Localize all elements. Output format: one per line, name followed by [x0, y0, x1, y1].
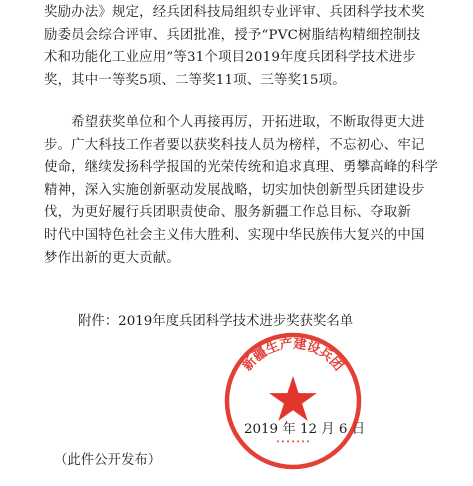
official-seal-icon — [222, 330, 364, 472]
issue-date: 2019 年 12 月 6 日 — [244, 422, 366, 437]
text-line: 伐，为更好履行兵团职责使命、服务新疆工作总目标、夺取新 — [44, 205, 411, 221]
text-line: 使命，继续发扬科学报国的光荣传统和追求真理、勇攀高峰的科学 — [44, 160, 439, 176]
seal-star — [269, 376, 317, 421]
text-line: 希望获奖单位和个人再接再厉，开拓进取，不断取得更大进 — [44, 115, 425, 130]
text-line: 梦作出新的更大贡献。 — [44, 250, 180, 266]
text-line: 励委员会综合评审、兵团批准，授予“PVC树脂结构精细控制技 — [44, 27, 421, 43]
text-line: 步。广大科技工作者要以获奖科技人员为榜样，不忘初心、牢记 — [44, 137, 425, 153]
seal-text: 新疆生产建设兵团 — [239, 335, 347, 374]
text-line: 时代中国特色社会主义伟大胜利、实现中华民族伟大复兴的中国 — [44, 227, 425, 243]
text-line: 术和功能化工业应用”等31个项目2019年度兵团科学技术进步 — [44, 50, 416, 66]
seal-glyph-row: • • • • • • • — [276, 437, 310, 446]
text-line: 奖励办法》规定，经兵团科技局组织专业评审、兵团科学技术奖 — [44, 5, 425, 20]
text-line: 奖，其中一等奖5项、二等奖11项、三等奖15项。 — [44, 72, 346, 88]
paragraph-award-decision — [44, 2, 439, 92]
paragraph-encouragement — [44, 112, 439, 270]
text-line: 精神，深入实施创新驱动发展战略，切实加快创新型兵团建设步 — [44, 182, 425, 198]
attachment-line: 附件：2019年度兵团科学技术进步奖获奖名单 — [78, 314, 354, 329]
seal-ring — [227, 335, 359, 467]
publication-note: （此件公开发布） — [54, 453, 162, 468]
